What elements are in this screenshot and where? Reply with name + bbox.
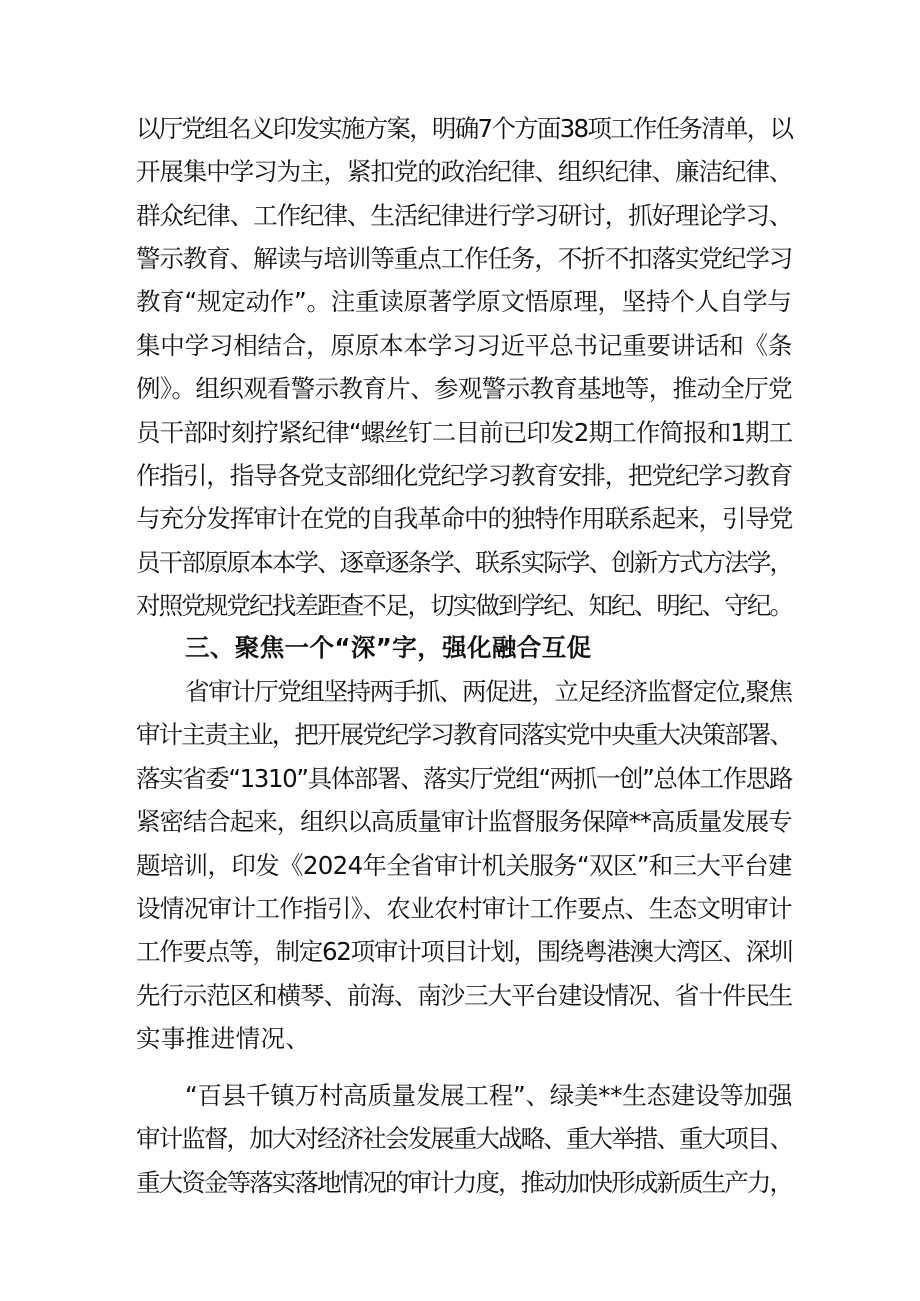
paragraph-line: 教育“规定动作”。注重读原著学原文悟原理，坚持个人自学与 (136, 287, 792, 316)
paragraph-line: 集中学习相结合，原原本本学习习近平总书记重要讲话和《条 (136, 331, 793, 360)
paragraph-line: 紧密结合起来，组织以高质量审计监督服务保障**高质量发展专 (136, 807, 792, 836)
paragraph-line: 群众纪律、工作纪律、生活纪律进行学习研讨，抓好理论学习、 (136, 201, 793, 230)
paragraph-line: 题培训，印发《2024年全省审计机关服务“双区”和三大平台建 (136, 851, 792, 880)
paragraph-line: 以厅党组名义印发实施方案，明确7个方面38项工作任务清单，以 (136, 114, 793, 143)
paragraph-line: 员干部时刻拧紧纪律“螺丝钉二目前已印发2期工作简报和1期工 (136, 418, 793, 447)
paragraph-line: 实事推进情况、 (136, 1024, 311, 1053)
paragraph-line: 对照党规党纪找差距查不足，切实做到学纪、知纪、明纪、守纪。 (136, 591, 793, 620)
paragraph-line: 审计监督，加大对经济社会发展重大战略、重大举措、重大项目、 (136, 1124, 793, 1153)
paragraph-line: 作指引，指导各党支部细化党纪学习教育安排，把党纪学习教育 (136, 461, 793, 490)
paragraph-line: 员干部原原本本学、逐章逐条学、联系实际学、创新方式方法学， (136, 548, 793, 577)
paragraph-line: “百县千镇万村高质量发展工程”、绿美**生态建设等加强 (185, 1081, 793, 1110)
paragraph-line: 工作要点等，制定62项审计项目计划，围绕粤港澳大湾区、深圳 (136, 937, 793, 966)
paragraph-line: 设情况审计工作指引》、农业农村审计工作要点、生态文明审计 (136, 894, 792, 923)
paragraph-line: 例》。组织观看警示教育片、参观警示教育基地等，推动全厅党 (136, 374, 792, 403)
paragraph-line: 开展集中学习为主，紧扣党的政治纪律、组织纪律、廉洁纪律、 (136, 157, 793, 186)
paragraph-line: 省审计厅党组坚持两手抓、两促进，立足经济监督定位,聚焦 (185, 677, 792, 706)
paragraph-line: 落实省委“1310”具体部署、落实厅党组“两抓一创”总体工作思路 (136, 764, 792, 793)
paragraph-line: 重大资金等落实落地情况的审计力度，推动加快形成新质生产力， (136, 1168, 793, 1197)
paragraph-line: 警示教育、解读与培训等重点工作任务，不折不扣落实党纪学习 (136, 244, 793, 273)
paragraph-line: 先行示范区和横琴、前海、南沙三大平台建设情况、省十件民生 (136, 981, 793, 1010)
section-heading: 三、聚焦一个“深”字，强化融合互促 (185, 633, 592, 662)
paragraph-line: 与充分发挥审计在党的自我革命中的独特作用联系起来，引导党 (136, 504, 793, 533)
paragraph-line: 审计主责主业，把开展党纪学习教育同落实党中央重大决策部署、 (136, 720, 793, 749)
